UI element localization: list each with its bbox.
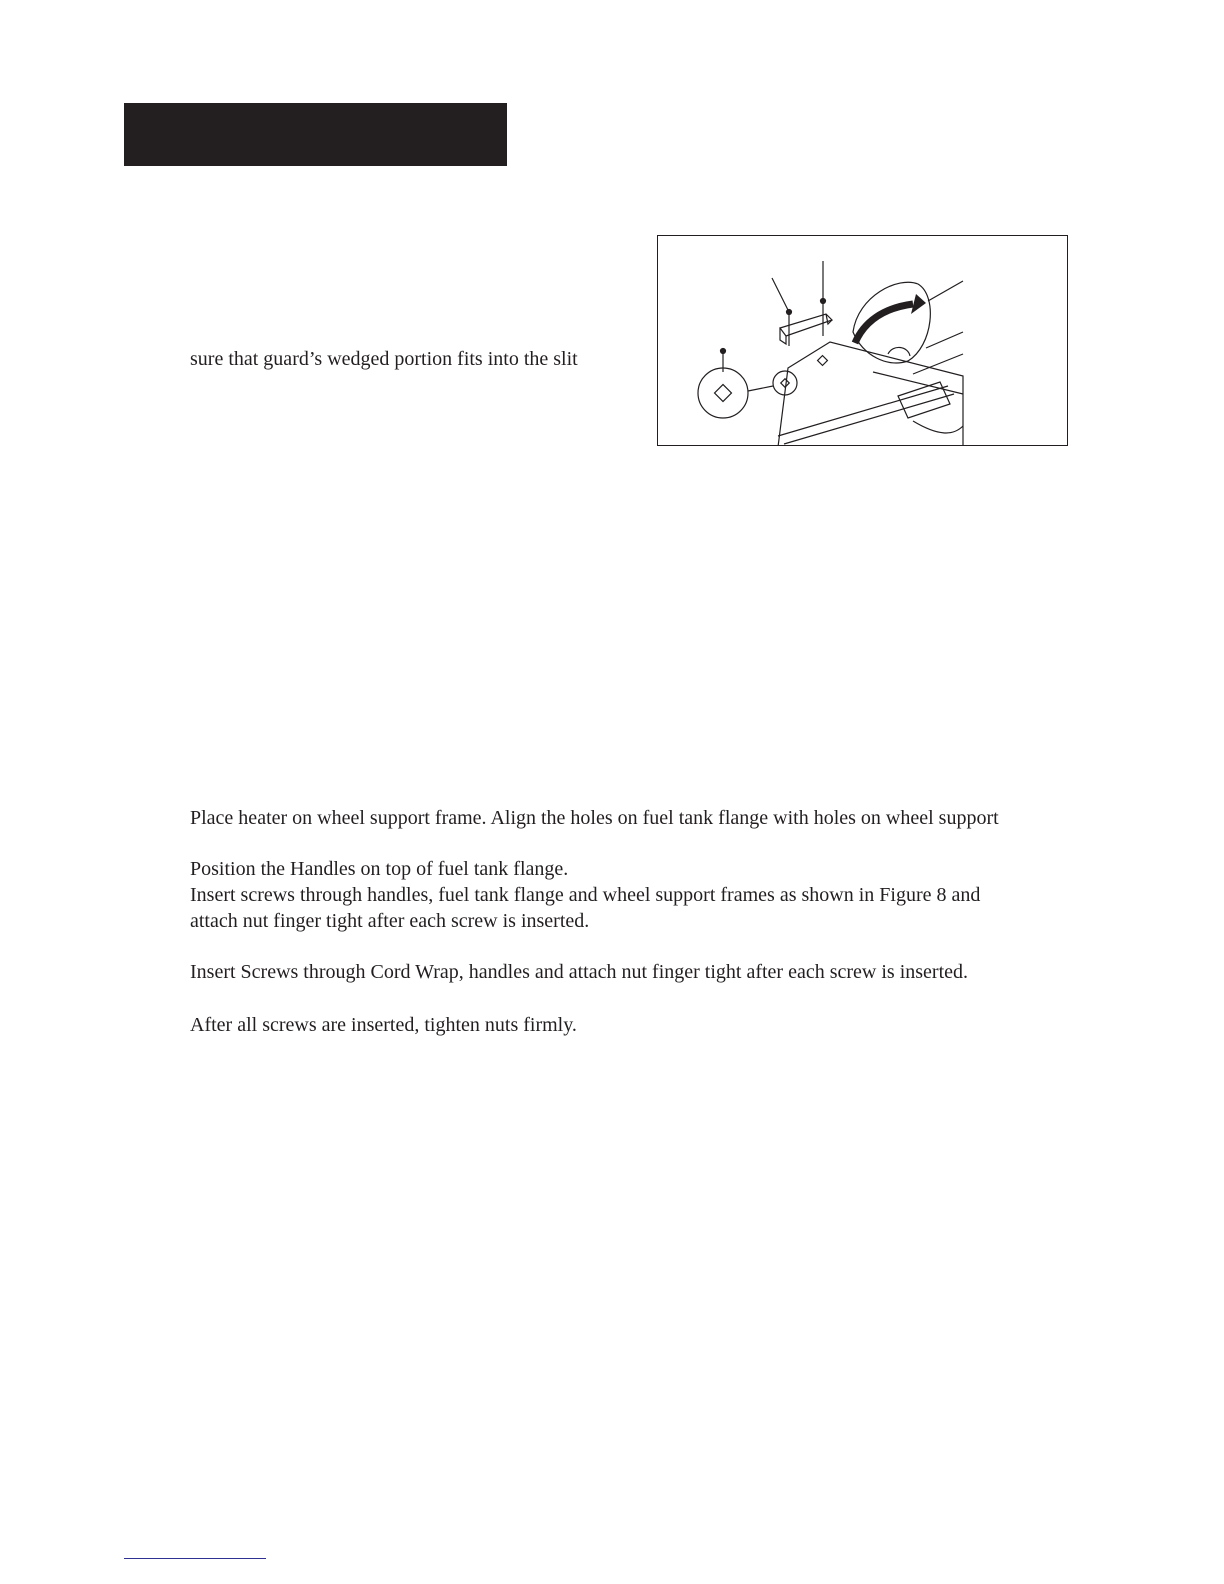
- assembly-diagram-icon: [658, 236, 1068, 446]
- step-4-text: Insert Screws through Cord Wrap, handles and attach nut finger tight after each screw is inserted.: [190, 961, 969, 983]
- leader-line-flange: [873, 372, 963, 394]
- rotation-arrowhead: [911, 294, 926, 314]
- guard-wedge: [888, 347, 910, 356]
- detail-connector: [748, 386, 773, 391]
- footer-rule: [124, 1558, 266, 1559]
- step-1-text: Place heater on wheel support frame. Align the holes on fuel tank flange with holes on wheel support: [190, 807, 999, 829]
- screw-head-1: [787, 310, 792, 315]
- detail-nut-large: [715, 385, 732, 402]
- wheel-support-curve: [913, 421, 963, 433]
- section-header-bar: [124, 103, 507, 166]
- leader-line-guard: [928, 281, 963, 301]
- fuel-tank-flange: [778, 342, 963, 446]
- assembly-figure: [657, 235, 1068, 446]
- guard-fit-text: sure that guard’s wedged portion fits into the slit: [190, 348, 578, 370]
- step-3-continued-text: attach nut finger tight after each screw is inserted.: [190, 910, 590, 932]
- detail-nut-small: [781, 379, 789, 387]
- step-3-text: Insert screws through handles, fuel tank flange and wheel support frames as shown in Figure 8 and: [190, 884, 981, 906]
- detail-circle-large: [698, 368, 748, 418]
- leader-line-wedge: [913, 354, 963, 374]
- frame-rail-1: [778, 386, 948, 436]
- frame-rail-2: [784, 394, 954, 444]
- detail-screw-head: [721, 349, 726, 354]
- handle-end: [780, 328, 786, 344]
- step-2-text: Position the Handles on top of fuel tank flange.: [190, 858, 569, 880]
- leader-line-handle: [772, 278, 789, 312]
- leader-line-slit: [926, 332, 963, 348]
- screw-head-2: [821, 299, 826, 304]
- step-5-text: After all screws are inserted, tighten nuts firmly.: [190, 1014, 577, 1036]
- rotation-arrow: [855, 304, 913, 343]
- frame-bracket: [898, 382, 950, 418]
- nut-marker: [818, 356, 828, 366]
- handle-top: [780, 314, 832, 336]
